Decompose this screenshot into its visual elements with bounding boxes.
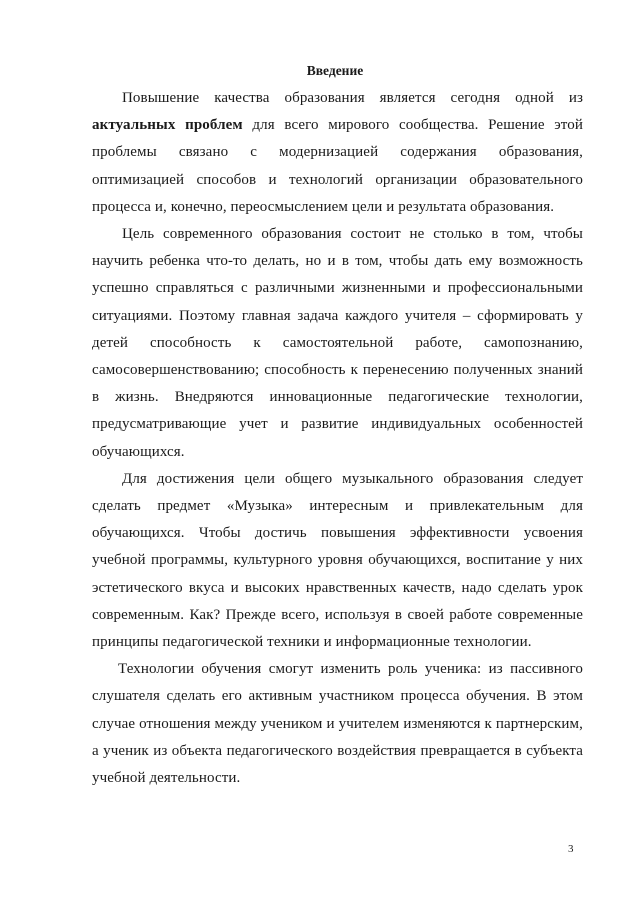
- paragraph-1-emphasis: актуальных проблем: [92, 117, 243, 134]
- paragraph-1: [92, 85, 583, 221]
- paragraph-4: Технологии обучения смогут изменить роль ученика: из пассивного слушателя сделать его активным участником процесса обучения. В этом случае отношения между учеником и учителем изменяются к партнерским, а ученик из объекта педагогического воздействия превращается в субъекта учебной деятельности.: [92, 661, 583, 787]
- document-body: [92, 85, 583, 792]
- page-number: 3: [568, 843, 574, 855]
- paragraph-1-rest: для всего мирового сообщества. Решение этой проблемы связано с модернизацией содержания образования, оптимизацией способов и технологий организации образовательного процесса и, конечно, переосмыслением цели и результата образования.: [92, 117, 583, 215]
- page-title: Введение: [306, 63, 364, 78]
- paragraph-3: Для достижения цели общего музыкального образования следует сделать предмет «Музыка» интересным и привлекательным для обучающихся. Чтобы достичь повышения эффективности усвоения учебной программы, культурного уровня обучающихся, воспитание у них эстетического вкуса и высоких нравственных качеств, надо сделать урок современным. Как? Прежде всего, используя в своей работе современные принципы педагогической техники и информационные технологии.: [92, 470, 583, 651]
- paragraph-1-lead: Повышение качества образования является сегодня одной из: [122, 90, 583, 106]
- paragraph-2: Цель современного образования состоит не столько в том, чтобы научить ребенка что-то делать, но и в том, чтобы дать ему возможность успешно справляться с различными жизненными и профессиональными ситуациями. Поэтому главная задача каждого учителя – сформировать у детей способность к самостоятельной работе, самопознанию, самосовершенствованию; способность к перенесению полученных знаний в жизнь. Внедряются инновационные педагогические технологии, предусматривающие учет и развитие индивидуальных особенностей обучающихся.: [92, 226, 583, 460]
